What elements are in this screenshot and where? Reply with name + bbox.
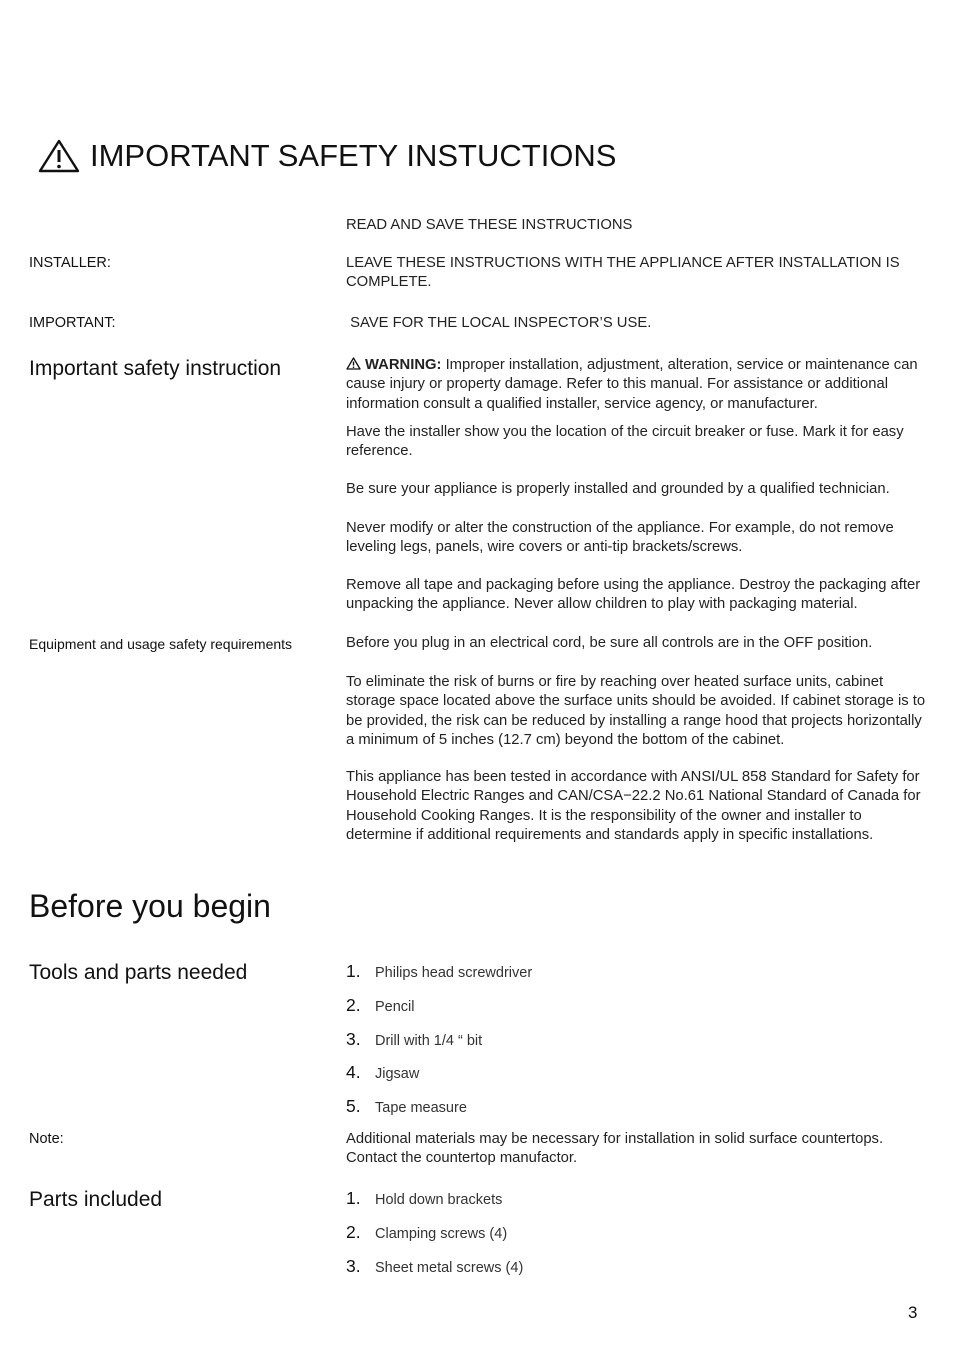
list-text: Clamping screws (4)	[375, 1226, 508, 1242]
list-item	[346, 1188, 502, 1209]
warning-triangle-icon	[346, 357, 361, 370]
safety-heading: Important safety instruction	[29, 357, 282, 380]
important-text: SAVE FOR THE LOCAL INSPECTOR’S USE.	[346, 315, 652, 331]
list-text: Jigsaw	[375, 1066, 420, 1082]
list-number: 2.	[346, 1222, 361, 1242]
list-number: 2.	[346, 995, 361, 1015]
list-text: Tape measure	[375, 1100, 467, 1116]
page-number: 3	[908, 1303, 918, 1322]
note-label: Note:	[29, 1131, 64, 1147]
warning-paragraph	[346, 356, 926, 414]
paragraph: Never modify or alter the construction of the appliance. For example, do not remove leveling legs, panels, wire covers or anti-tip brackets/screws.	[346, 520, 894, 556]
list-item	[346, 1222, 507, 1243]
note-text: Additional materials may be necessary for installation in solid surface countertops. Contact the countertop manufactor.	[346, 1131, 884, 1167]
read-save-text: READ AND SAVE THESE INSTRUCTIONS	[346, 217, 633, 233]
important-label: IMPORTANT:	[29, 315, 116, 331]
installer-text: LEAVE THESE INSTRUCTIONS WITH THE APPLIANCE AFTER INSTALLATION IS COMPLETE.	[346, 255, 900, 291]
page-title-text: IMPORTANT SAFETY INSTUCTIONS	[90, 138, 617, 173]
list-text: Drill with 1/4 “ bit	[375, 1033, 483, 1049]
list-number: 5.	[346, 1096, 361, 1116]
list-item	[346, 1029, 482, 1050]
paragraph: Be sure your appliance is properly installed and grounded by a qualified technician.	[346, 481, 890, 497]
section-title: Before you begin	[29, 888, 271, 924]
paragraph: Remove all tape and packaging before using the appliance. Destroy the packaging after unpacking the appliance. Never allow children to play with packaging material.	[346, 577, 921, 613]
warning-triangle-icon	[38, 139, 80, 173]
page-title	[38, 138, 617, 174]
equipment-label: Equipment and usage safety requirements	[29, 636, 293, 652]
list-item	[346, 1062, 419, 1083]
list-text: Sheet metal screws (4)	[375, 1260, 524, 1276]
list-item	[346, 1096, 467, 1117]
tools-heading: Tools and parts needed	[29, 961, 248, 984]
paragraph: Have the installer show you the location of the circuit breaker or fuse. Mark it for easy reference.	[346, 424, 904, 460]
list-text: Pencil	[375, 999, 415, 1015]
list-text: Philips head screwdriver	[375, 965, 533, 981]
paragraph: Before you plug in an electrical cord, be sure all controls are in the OFF position.	[346, 635, 873, 651]
list-item	[346, 995, 415, 1016]
list-number: 3.	[346, 1256, 361, 1276]
list-item	[346, 1256, 523, 1277]
list-text: Hold down brackets	[375, 1192, 503, 1208]
list-item	[346, 961, 532, 982]
list-number: 1.	[346, 961, 361, 981]
list-number: 4.	[346, 1062, 361, 1082]
warning-text: Improper installation, adjustment, alteration, service or maintenance can cause injury or property damage. Refer to this manual. For assistance or additional information consult a qualified installer, service agency, or manufacturer.	[346, 357, 918, 412]
paragraph: To eliminate the risk of burns or fire by reaching over heated surface units, cabinet storage space located above the surface units should be avoided. If cabinet storage is to be provided, the risk can be reduced by installing a range hood that projects horizontally a minimum of 5 inches (12.7 cm) beyond the bottom of the cabinet.	[346, 674, 926, 748]
list-number: 1.	[346, 1188, 361, 1208]
warning-label: WARNING:	[365, 357, 442, 373]
parts-heading: Parts included	[29, 1188, 163, 1211]
installer-label: INSTALLER:	[29, 255, 111, 271]
paragraph: This appliance has been tested in accordance with ANSI/UL 858 Standard for Safety for Household Electric Ranges and CAN/CSA−22.2 No.61 National Standard of Canada for Household Cooking Ranges. It is the responsibility of the owner and installer to determine if additional requirements and standards apply in specific installations.	[346, 769, 921, 843]
list-number: 3.	[346, 1029, 361, 1049]
